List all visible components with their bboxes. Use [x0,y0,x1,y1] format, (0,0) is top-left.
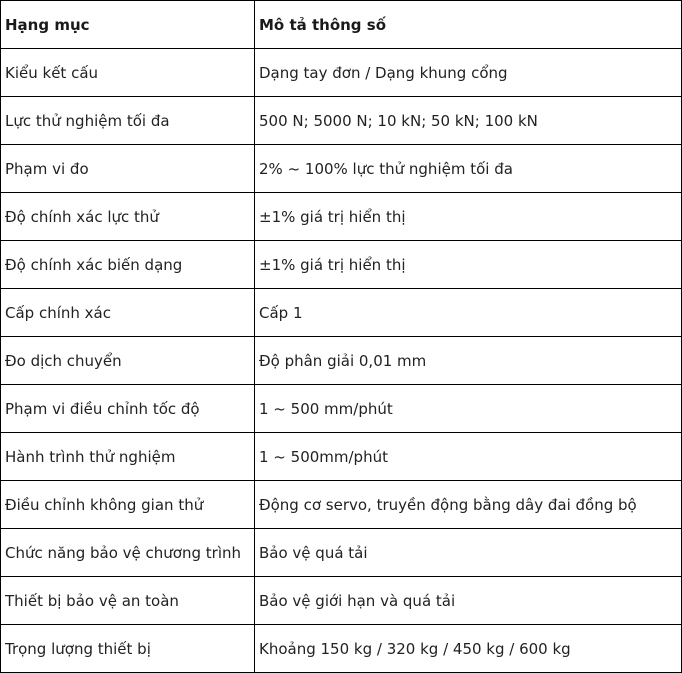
row-value: Bảo vệ giới hạn và quá tải [255,577,682,625]
row-label: Hành trình thử nghiệm [1,433,255,481]
header-item: Hạng mục [1,1,255,49]
row-label: Phạm vi đo [1,145,255,193]
row-label: Thiết bị bảo vệ an toàn [1,577,255,625]
row-value: Độ phân giải 0,01 mm [255,337,682,385]
table-row [1,529,682,577]
table-header-row [1,1,682,49]
row-label: Kiểu kết cấu [1,49,255,97]
row-value: Cấp 1 [255,289,682,337]
row-value: 2% ~ 100% lực thử nghiệm tối đa [255,145,682,193]
table-row [1,625,682,673]
row-label: Phạm vi điều chỉnh tốc độ [1,385,255,433]
row-value: 1 ~ 500mm/phút [255,433,682,481]
row-label: Cấp chính xác [1,289,255,337]
table-row [1,481,682,529]
header-description: Mô tả thông số [255,1,682,49]
row-value: Bảo vệ quá tải [255,529,682,577]
table-row [1,145,682,193]
table-row [1,193,682,241]
row-value: Khoảng 150 kg / 320 kg / 450 kg / 600 kg [255,625,682,673]
table-row [1,49,682,97]
table-row [1,241,682,289]
row-value: Dạng tay đơn / Dạng khung cổng [255,49,682,97]
row-label: Chức năng bảo vệ chương trình [1,529,255,577]
table-row [1,577,682,625]
table-row [1,385,682,433]
row-value: ±1% giá trị hiển thị [255,241,682,289]
row-value: Động cơ servo, truyền động bằng dây đai đồng bộ [255,481,682,529]
row-value: 500 N; 5000 N; 10 kN; 50 kN; 100 kN [255,97,682,145]
row-label: Trọng lượng thiết bị [1,625,255,673]
row-label: Lực thử nghiệm tối đa [1,97,255,145]
row-value: ±1% giá trị hiển thị [255,193,682,241]
table-row [1,289,682,337]
row-label: Điều chỉnh không gian thử [1,481,255,529]
row-label: Đo dịch chuyển [1,337,255,385]
table-row [1,433,682,481]
row-value: 1 ~ 500 mm/phút [255,385,682,433]
table-row [1,337,682,385]
row-label: Độ chính xác lực thử [1,193,255,241]
row-label: Độ chính xác biến dạng [1,241,255,289]
table-row [1,97,682,145]
